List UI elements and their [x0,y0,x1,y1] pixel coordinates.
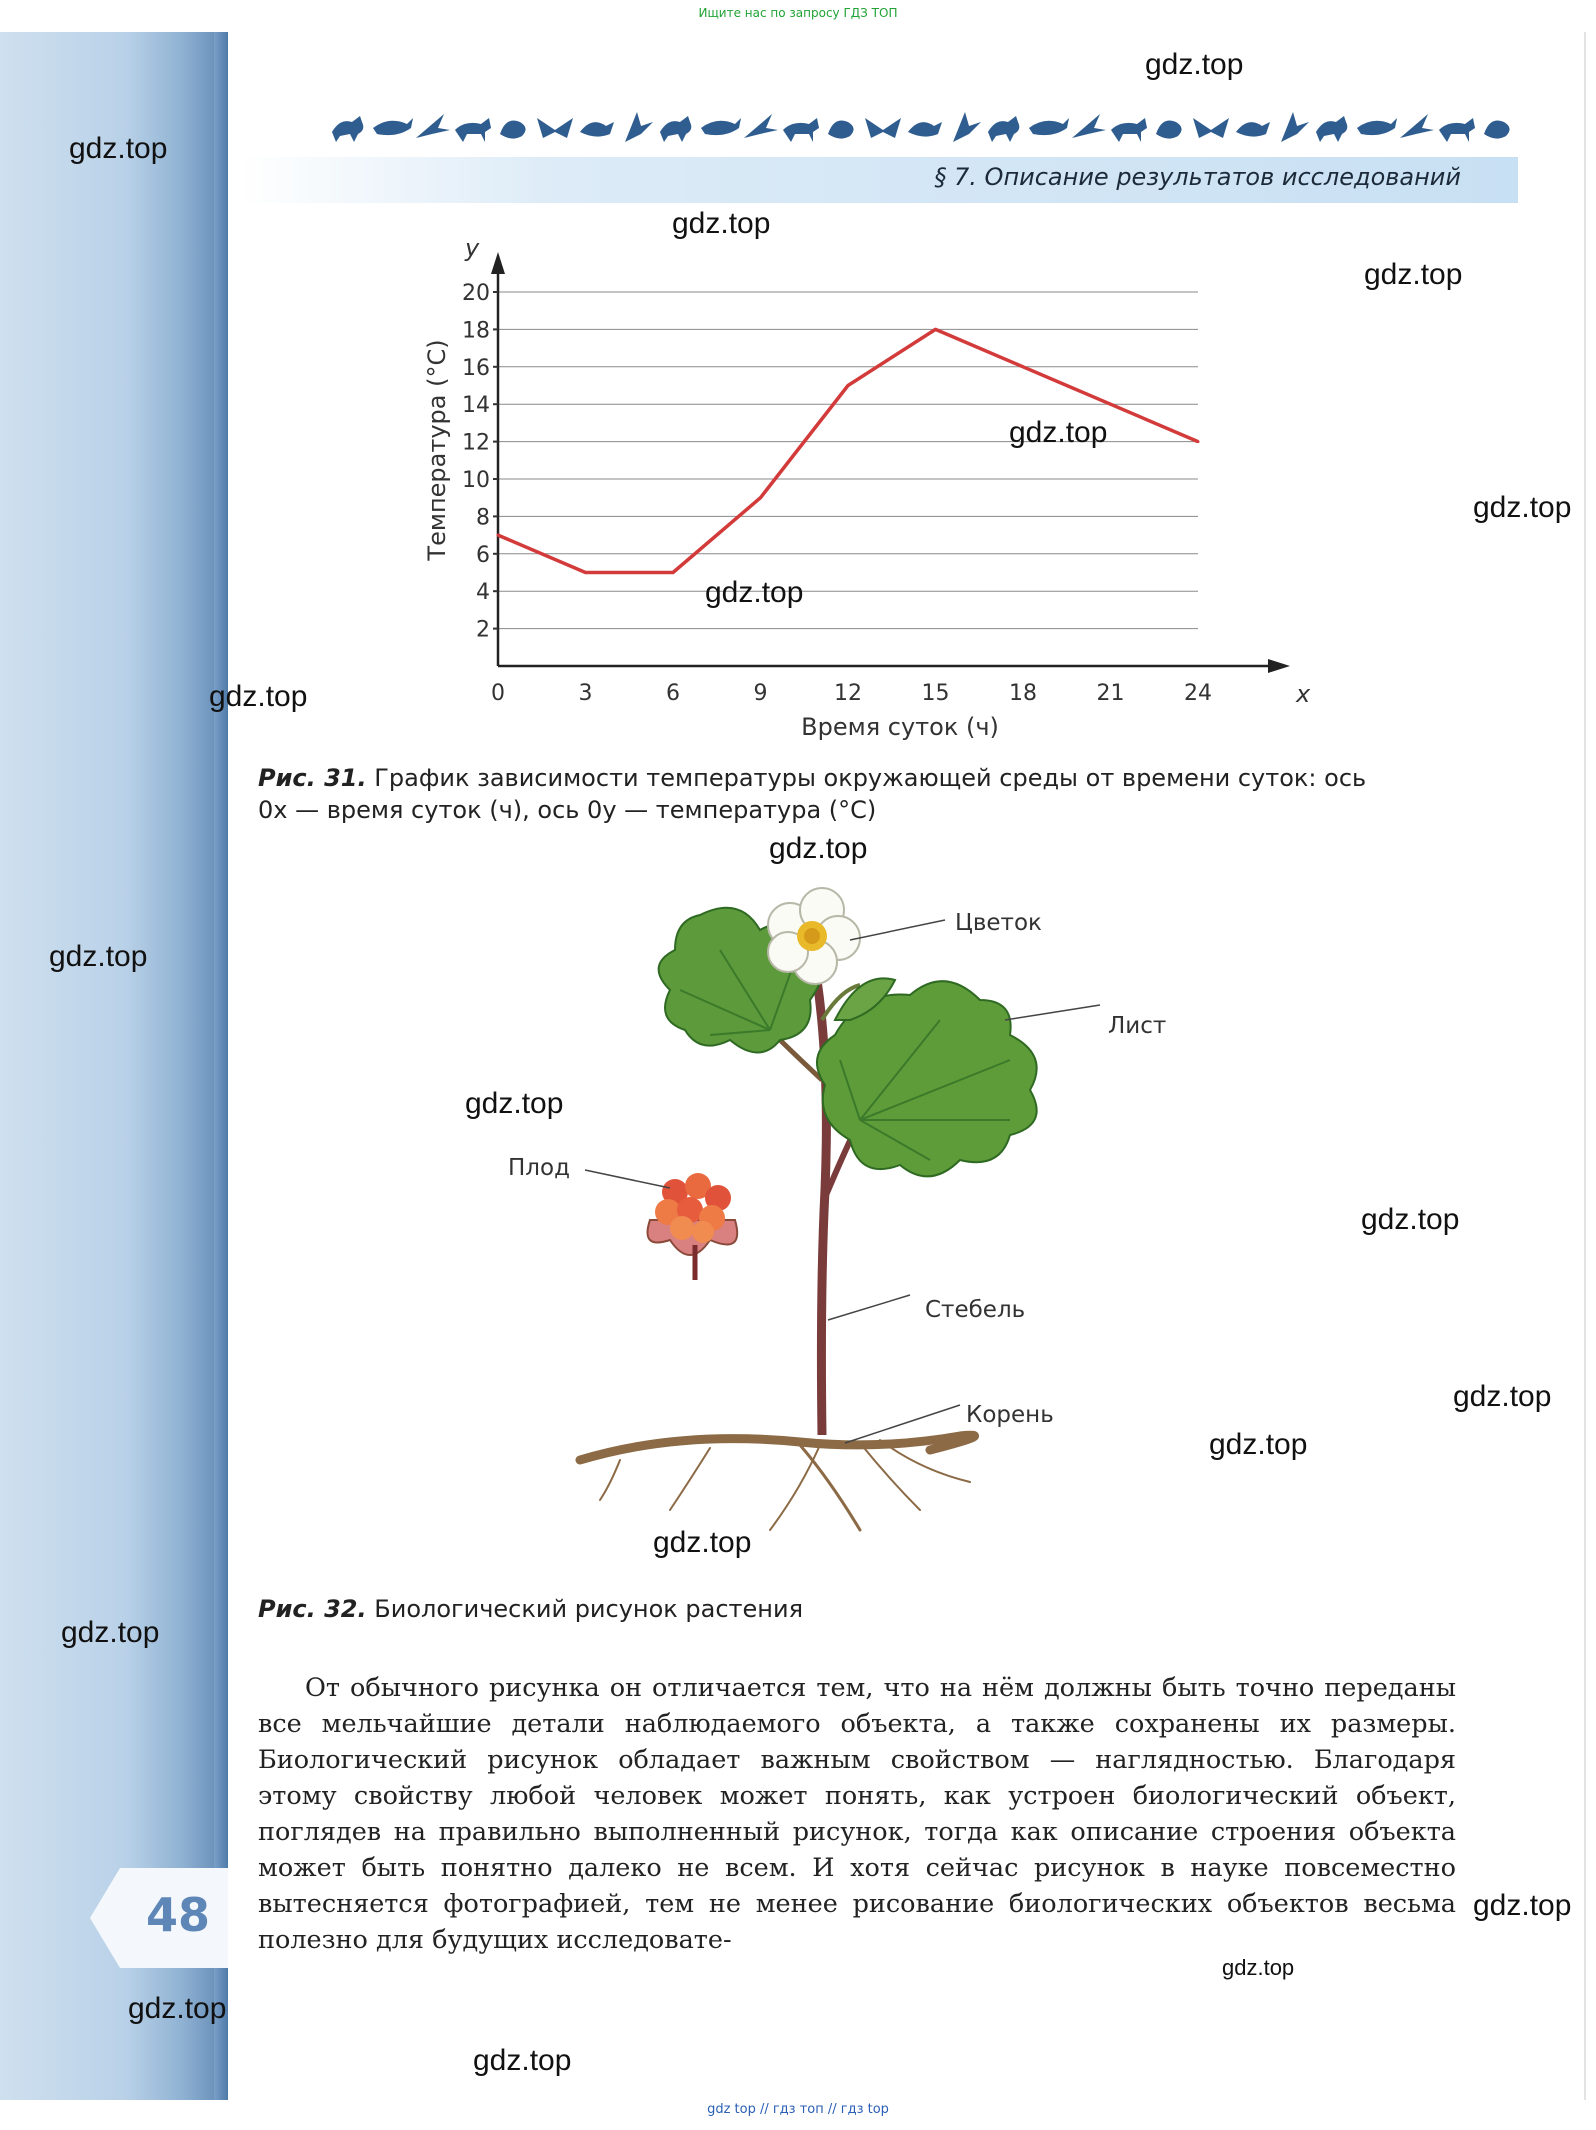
temperature-line [498,329,1198,572]
body-paragraph: От обычного рисунка он отличается тем, что на нём должны быть точно переданы все мельчайшие детали наблюдаемого объекта, а также сохранены их размеры. Биологический рисунок обладает важным свойством — наглядностью. Благодаря этому свойству любой человек может понять, как устроен биологический объект, поглядев на правильно выполненный рисунок, тогда как описание строения объекта может быть понятно далеко не всем. И хотя сейчас рисунок в науке повсеместно вытесняется фотографией, тем не менее рисование биологических объектов весьма полезно для будущих исследовате- [258,1673,1456,1955]
section-title: § 7. Описание результатов исследований [934,163,1461,191]
page-number: 48 [145,1888,210,1942]
figure-32-caption [258,1595,803,1623]
y-tick-label: 20 [462,281,490,306]
stem-icon [813,920,826,1435]
watermark: gdz.top [769,832,868,865]
left-margin-band [0,32,228,2100]
data-point [934,328,937,331]
y-tick-label: 18 [462,318,490,344]
animal-silhouette-icon [1193,118,1229,138]
watermark: gdz.top [1364,258,1463,291]
y-tick-label: 12 [462,430,490,456]
animal-silhouette-icon [1072,114,1106,138]
animal-silhouette-icon [455,118,491,142]
watermark: gdz.top [465,1087,564,1120]
watermark: gdz.top [1453,1380,1552,1413]
y-tick-label: 10 [462,468,490,493]
figure-31-caption [258,762,1398,826]
watermark: gdz.top [1361,1203,1460,1236]
animal-silhouette-icon [332,116,363,142]
root-label: Корень [966,1402,1054,1428]
x-tick-label: 9 [753,681,768,706]
x-tick-label: 12 [834,681,862,706]
animal-silhouette-strip [332,106,1518,150]
y-tick-label: 6 [476,542,490,568]
y-axis-arrow [491,252,505,274]
watermark: gdz.top [61,1616,160,1649]
animal-silhouette-icon [1156,121,1182,139]
y-axis-label: Температура (°С) [423,339,451,561]
animal-silhouette-icon [828,121,854,139]
data-point [1109,403,1112,406]
animal-silhouette-icon [660,116,691,142]
y-tick-label: 8 [476,505,490,531]
animal-silhouette-icon [908,122,942,137]
figure-32-label: Рис. 32. [258,1595,367,1623]
y-axis-letter: y [465,234,480,262]
figure-32-text: Биологический рисунок растения [366,1595,804,1623]
figure-31-label: Рис. 31. [258,764,367,792]
animal-silhouette-icon [1111,118,1147,142]
watermark: gdz.top [473,2044,572,2077]
animal-silhouette-icon [988,116,1019,142]
watermark: gdz.top [705,576,804,609]
data-point [497,534,500,537]
x-tick-label: 0 [491,681,505,706]
animal-silhouette-icon [1236,122,1270,137]
x-tick-label: 21 [1096,681,1125,706]
animal-silhouette-icon [744,114,778,138]
body-text [258,1670,1456,1958]
watermark: gdz.top [672,207,771,240]
x-tick-label: 24 [1184,681,1212,706]
animal-silhouette-icon [1484,121,1510,139]
right-page-edge [1584,32,1586,2100]
data-point [672,571,675,574]
x-axis-letter: x [1296,680,1311,708]
animal-silhouette-icon [416,114,450,138]
animal-silhouette-icon [953,112,981,142]
x-axis-arrow [1268,659,1290,673]
x-tick-label: 6 [666,681,680,706]
watermark: gdz.top [1222,1955,1295,1980]
animal-silhouette-icon [625,112,653,142]
leaf-label: Лист [1108,1013,1167,1039]
animal-silhouette-icon [500,121,526,139]
top-ad-link[interactable]: Ищите нас по запросу ГДЗ ТОП [698,6,898,20]
fruit-label: Плод [508,1155,570,1181]
y-tick-label: 2 [476,617,490,643]
animal-silhouette-icon [865,118,901,138]
figure-31-text: График зависимости температуры окружающей среды от времени суток: ось 0x — время суток (ч), ось 0y — температура (°С) [258,764,1367,824]
temperature-chart [400,230,1320,750]
x-tick-label: 3 [578,681,593,706]
animal-silhouette-icon [373,118,413,135]
data-point [584,571,587,574]
watermark: gdz.top [1009,416,1108,449]
x-tick-label: 18 [1009,681,1037,706]
root-icon [580,1435,975,1530]
data-point [759,496,762,499]
x-tick-label: 15 [921,681,950,706]
data-point [1197,440,1200,443]
bottom-ad-link[interactable]: gdz top // гдз топ // гдз top [707,2102,889,2117]
watermark: gdz.top [1473,491,1572,524]
fruit-icon [648,1173,738,1280]
watermark: gdz.top [128,1992,227,2025]
section-header-bar [240,157,1518,203]
animal-silhouette-icon [1439,118,1475,142]
watermark: gdz.top [1145,48,1244,81]
left-margin-edge [214,32,228,2100]
animal-silhouette-icon [1400,114,1434,138]
data-point [1022,365,1025,368]
data-point [847,384,850,387]
watermark: gdz.top [1209,1428,1308,1461]
animal-silhouette-icon [580,122,614,137]
animal-silhouette-icon [1357,118,1397,135]
stem-label: Стебель [925,1297,1026,1323]
animal-silhouette-icon [537,118,573,138]
animal-silhouette-icon [1281,112,1309,142]
watermark: gdz.top [49,940,148,973]
flower-label: Цветок [955,910,1042,936]
flower-icon [768,888,860,984]
animal-silhouette-icon [1029,118,1069,135]
animal-silhouette-icon [701,118,741,135]
y-tick-label: 4 [476,580,490,606]
watermark: gdz.top [209,680,308,713]
y-tick-label: 14 [462,393,490,419]
animal-silhouette-icon [783,118,819,142]
watermark: gdz.top [69,132,168,165]
x-axis-label: Время суток (ч) [801,713,999,741]
watermark: gdz.top [653,1526,752,1559]
y-tick-label: 16 [462,355,490,381]
animal-silhouette-icon [1316,116,1347,142]
watermark: gdz.top [1473,1889,1572,1922]
